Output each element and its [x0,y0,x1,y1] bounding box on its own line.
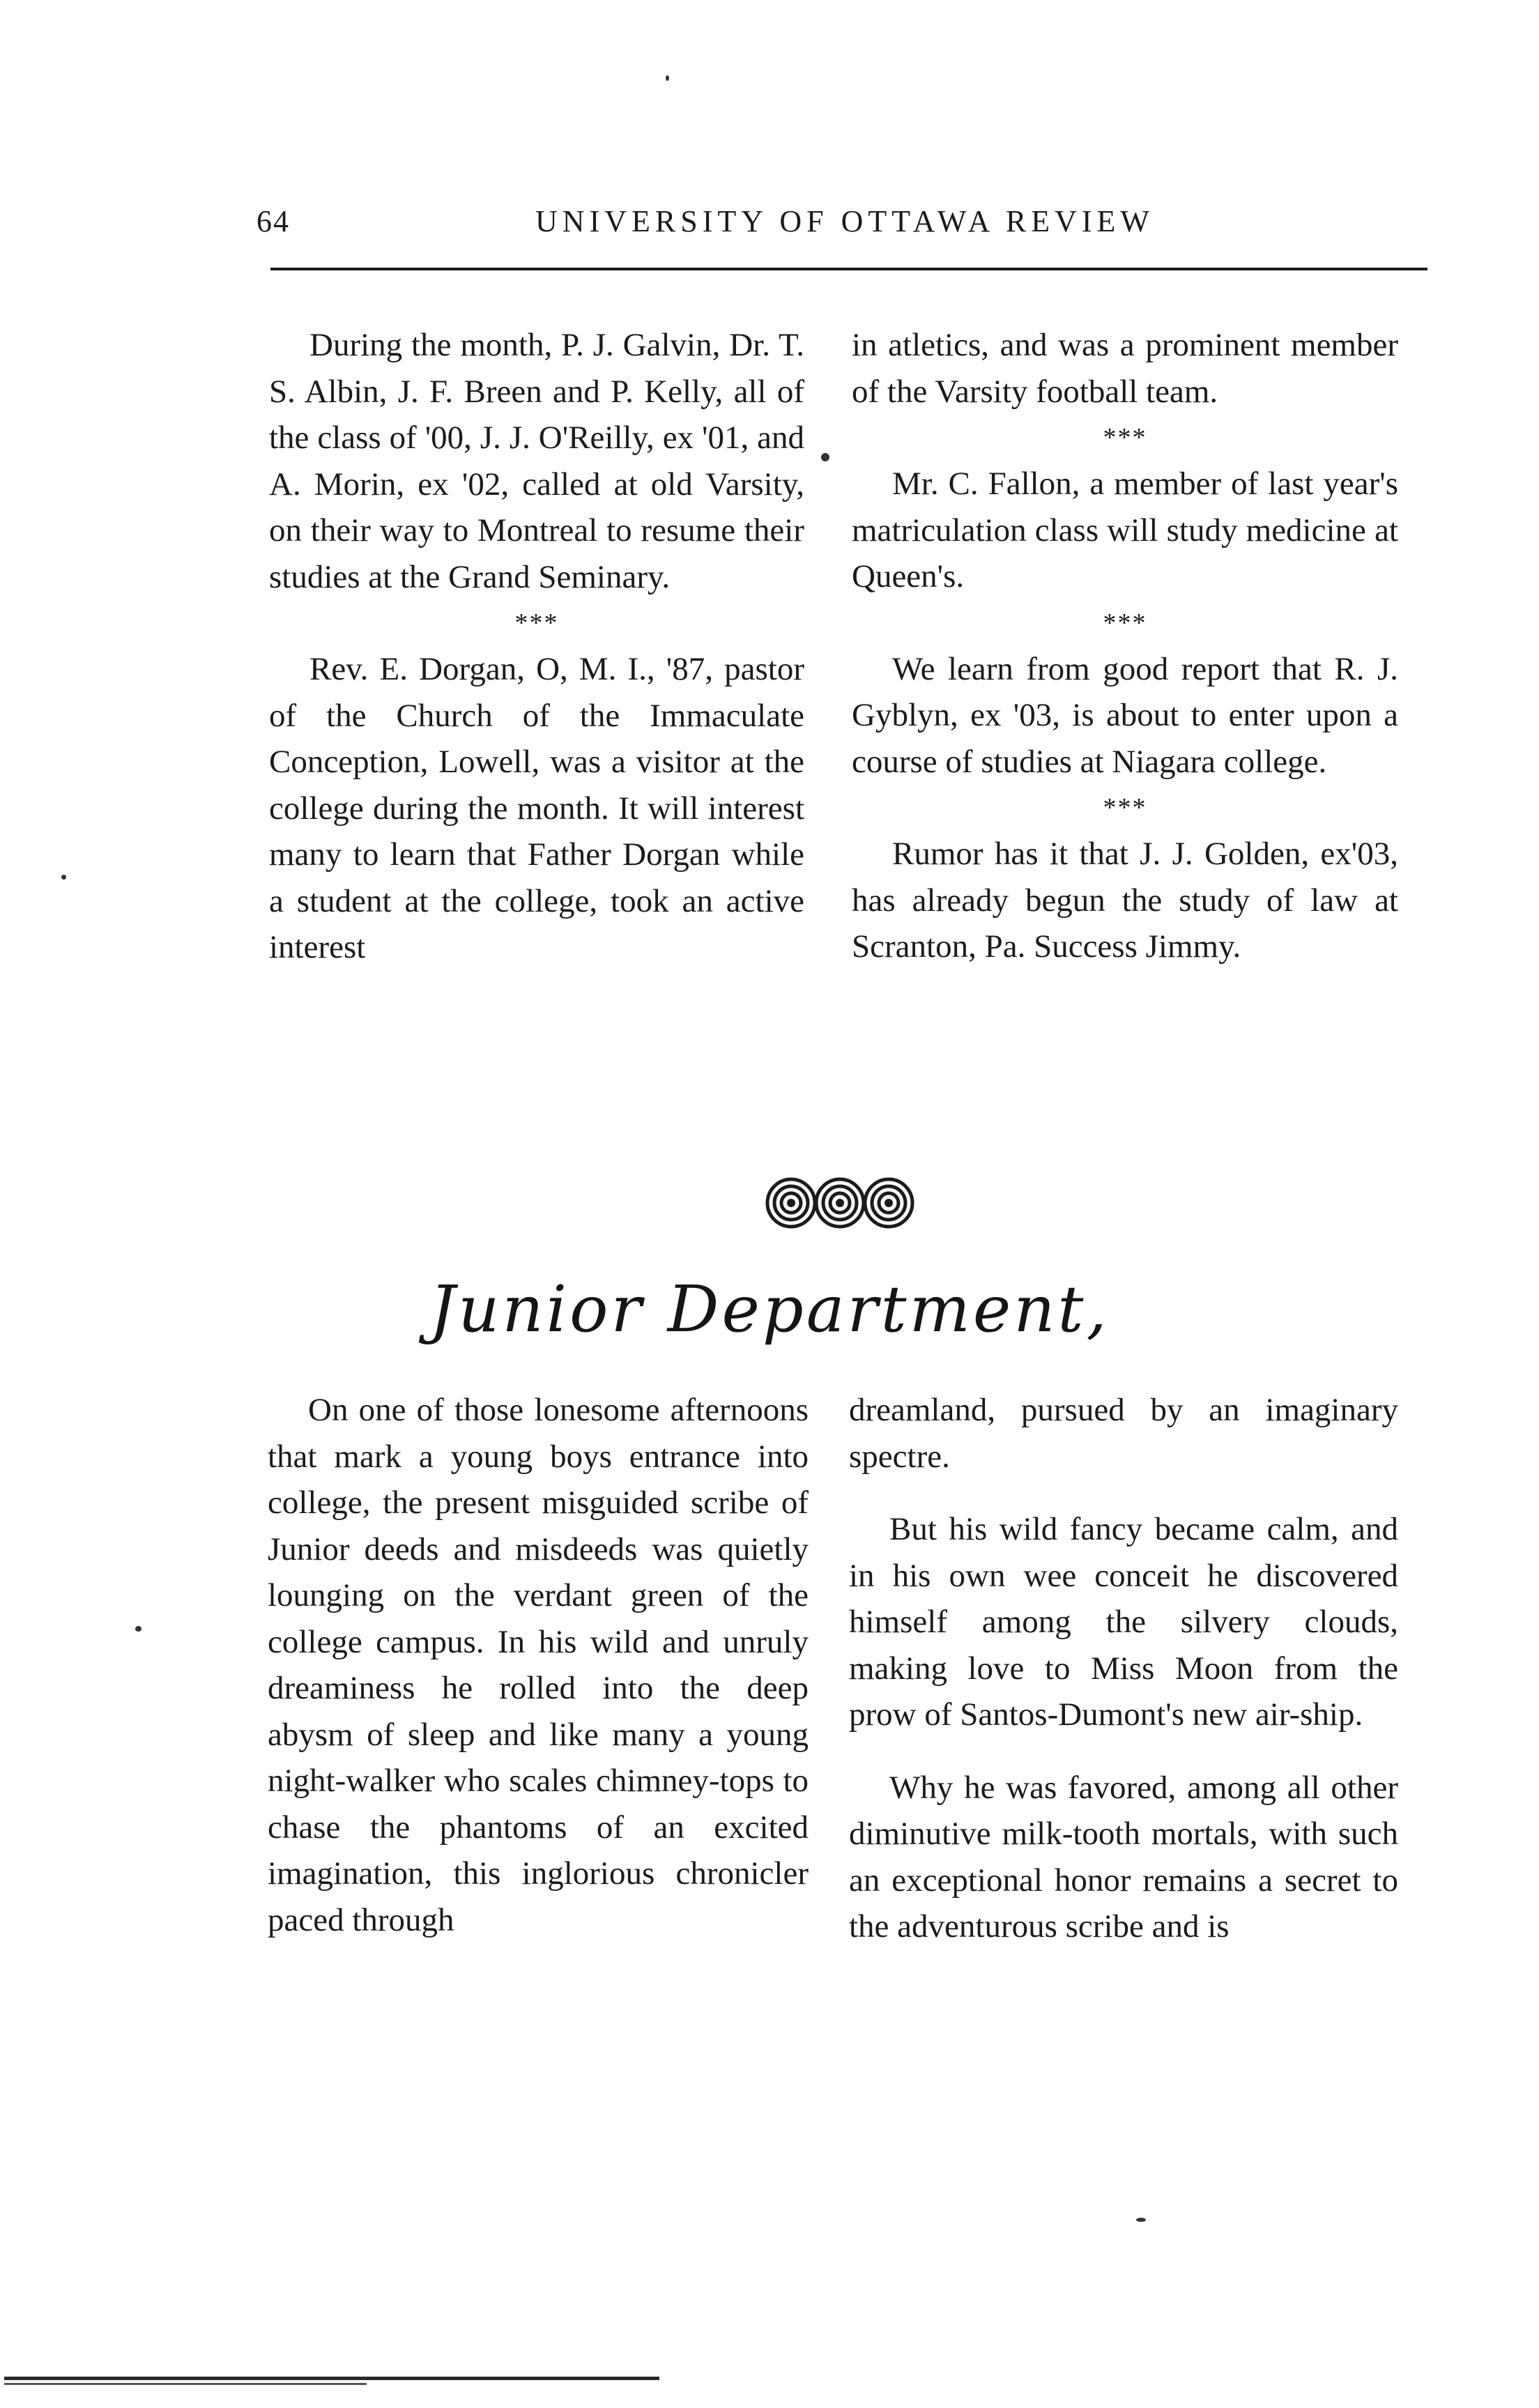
dreamland-continuation: dreamland, pursued by an imaginary spectre. [849,1392,1398,1475]
running-title: UNIVERSITY OF OTTAWA REVIEW [535,204,1154,238]
scan-speck [666,75,669,81]
asterism: *** [1103,793,1147,822]
junior-opening-paragraph: On one of those lonesome afternoons that mark a young boys entrance into college, the present misguided scribe of Junior deeds and misdeeds was quietly lounging on the verdant green of the college campus. In his wild and unruly dreaminess he rolled into the deep abysm of sleep and like many a young night-walker who scales chimney-tops to chase the phantoms of an excited imagination, this inglorious chronicler paced through [268,1392,809,1938]
gyblyn-paragraph: We learn from good report that R. J. Gyblyn, ex '03, is about to enter upon a course of studies at Niagara college. [852,650,1398,780]
scan-edge-line [4,2383,367,2385]
fancy-paragraph: But his wild fancy became calm, and in his own wee conceit he discovered himself among the silvery clouds, making love to Miss Moon from the prow of Santos-Dumont's new air-ship. [849,1511,1398,1733]
scan-speck [61,875,66,880]
page-number: 64 [256,204,290,238]
scan-speck [135,1626,141,1632]
header-rule [270,268,1427,270]
athletics-continuation: in atletics, and was a prominent member of the Varsity football team. [852,327,1398,410]
scan-speck [1136,2218,1146,2222]
triple-rosette-ornament-icon [763,1174,917,1232]
running-header [256,204,1433,259]
scan-speck [821,453,829,461]
section-heading: Junior Department, [429,1272,1110,1347]
bottom-right-column [849,1387,1398,1950]
golden-paragraph: Rumor has it that J. J. Golden, ex'03, has already begun the study of law at Scranton, Pa. Success Jimmy. [852,836,1398,965]
fallon-paragraph: Mr. C. Fallon, a member of last year's matriculation class will study medicine at Queen's. [852,466,1398,595]
bottom-left-column [268,1387,809,1943]
asterism: *** [1103,423,1147,452]
asterism: *** [1103,608,1147,638]
top-right-column [852,322,1398,970]
top-left-column [269,322,804,971]
asterism: *** [514,608,559,638]
scan-edge-line [4,2377,659,2380]
visitors-paragraph: During the month, P. J. Galvin, Dr. T. S. Albin, J. F. Breen and P. Kelly, all of the class of '00, J. J. O'Reilly, ex '01, and A. Morin, ex '02, called at old Varsity, on their way to Montreal to resume their studies at the Grand Seminary. [269,327,804,595]
dorgan-paragraph: Rev. E. Dorgan, O, M. I., '87, pastor of the Church of the Immaculate Conception, Lowell, was a visitor at the college during the month. It will interest many to learn that Father Dorgan while a student at the college, took an active interest [269,651,804,965]
favored-paragraph: Why he was favored, among all other diminutive milk-tooth mortals, with such an exceptional honor remains a secret to the adventurous scribe and is [849,1769,1398,1945]
